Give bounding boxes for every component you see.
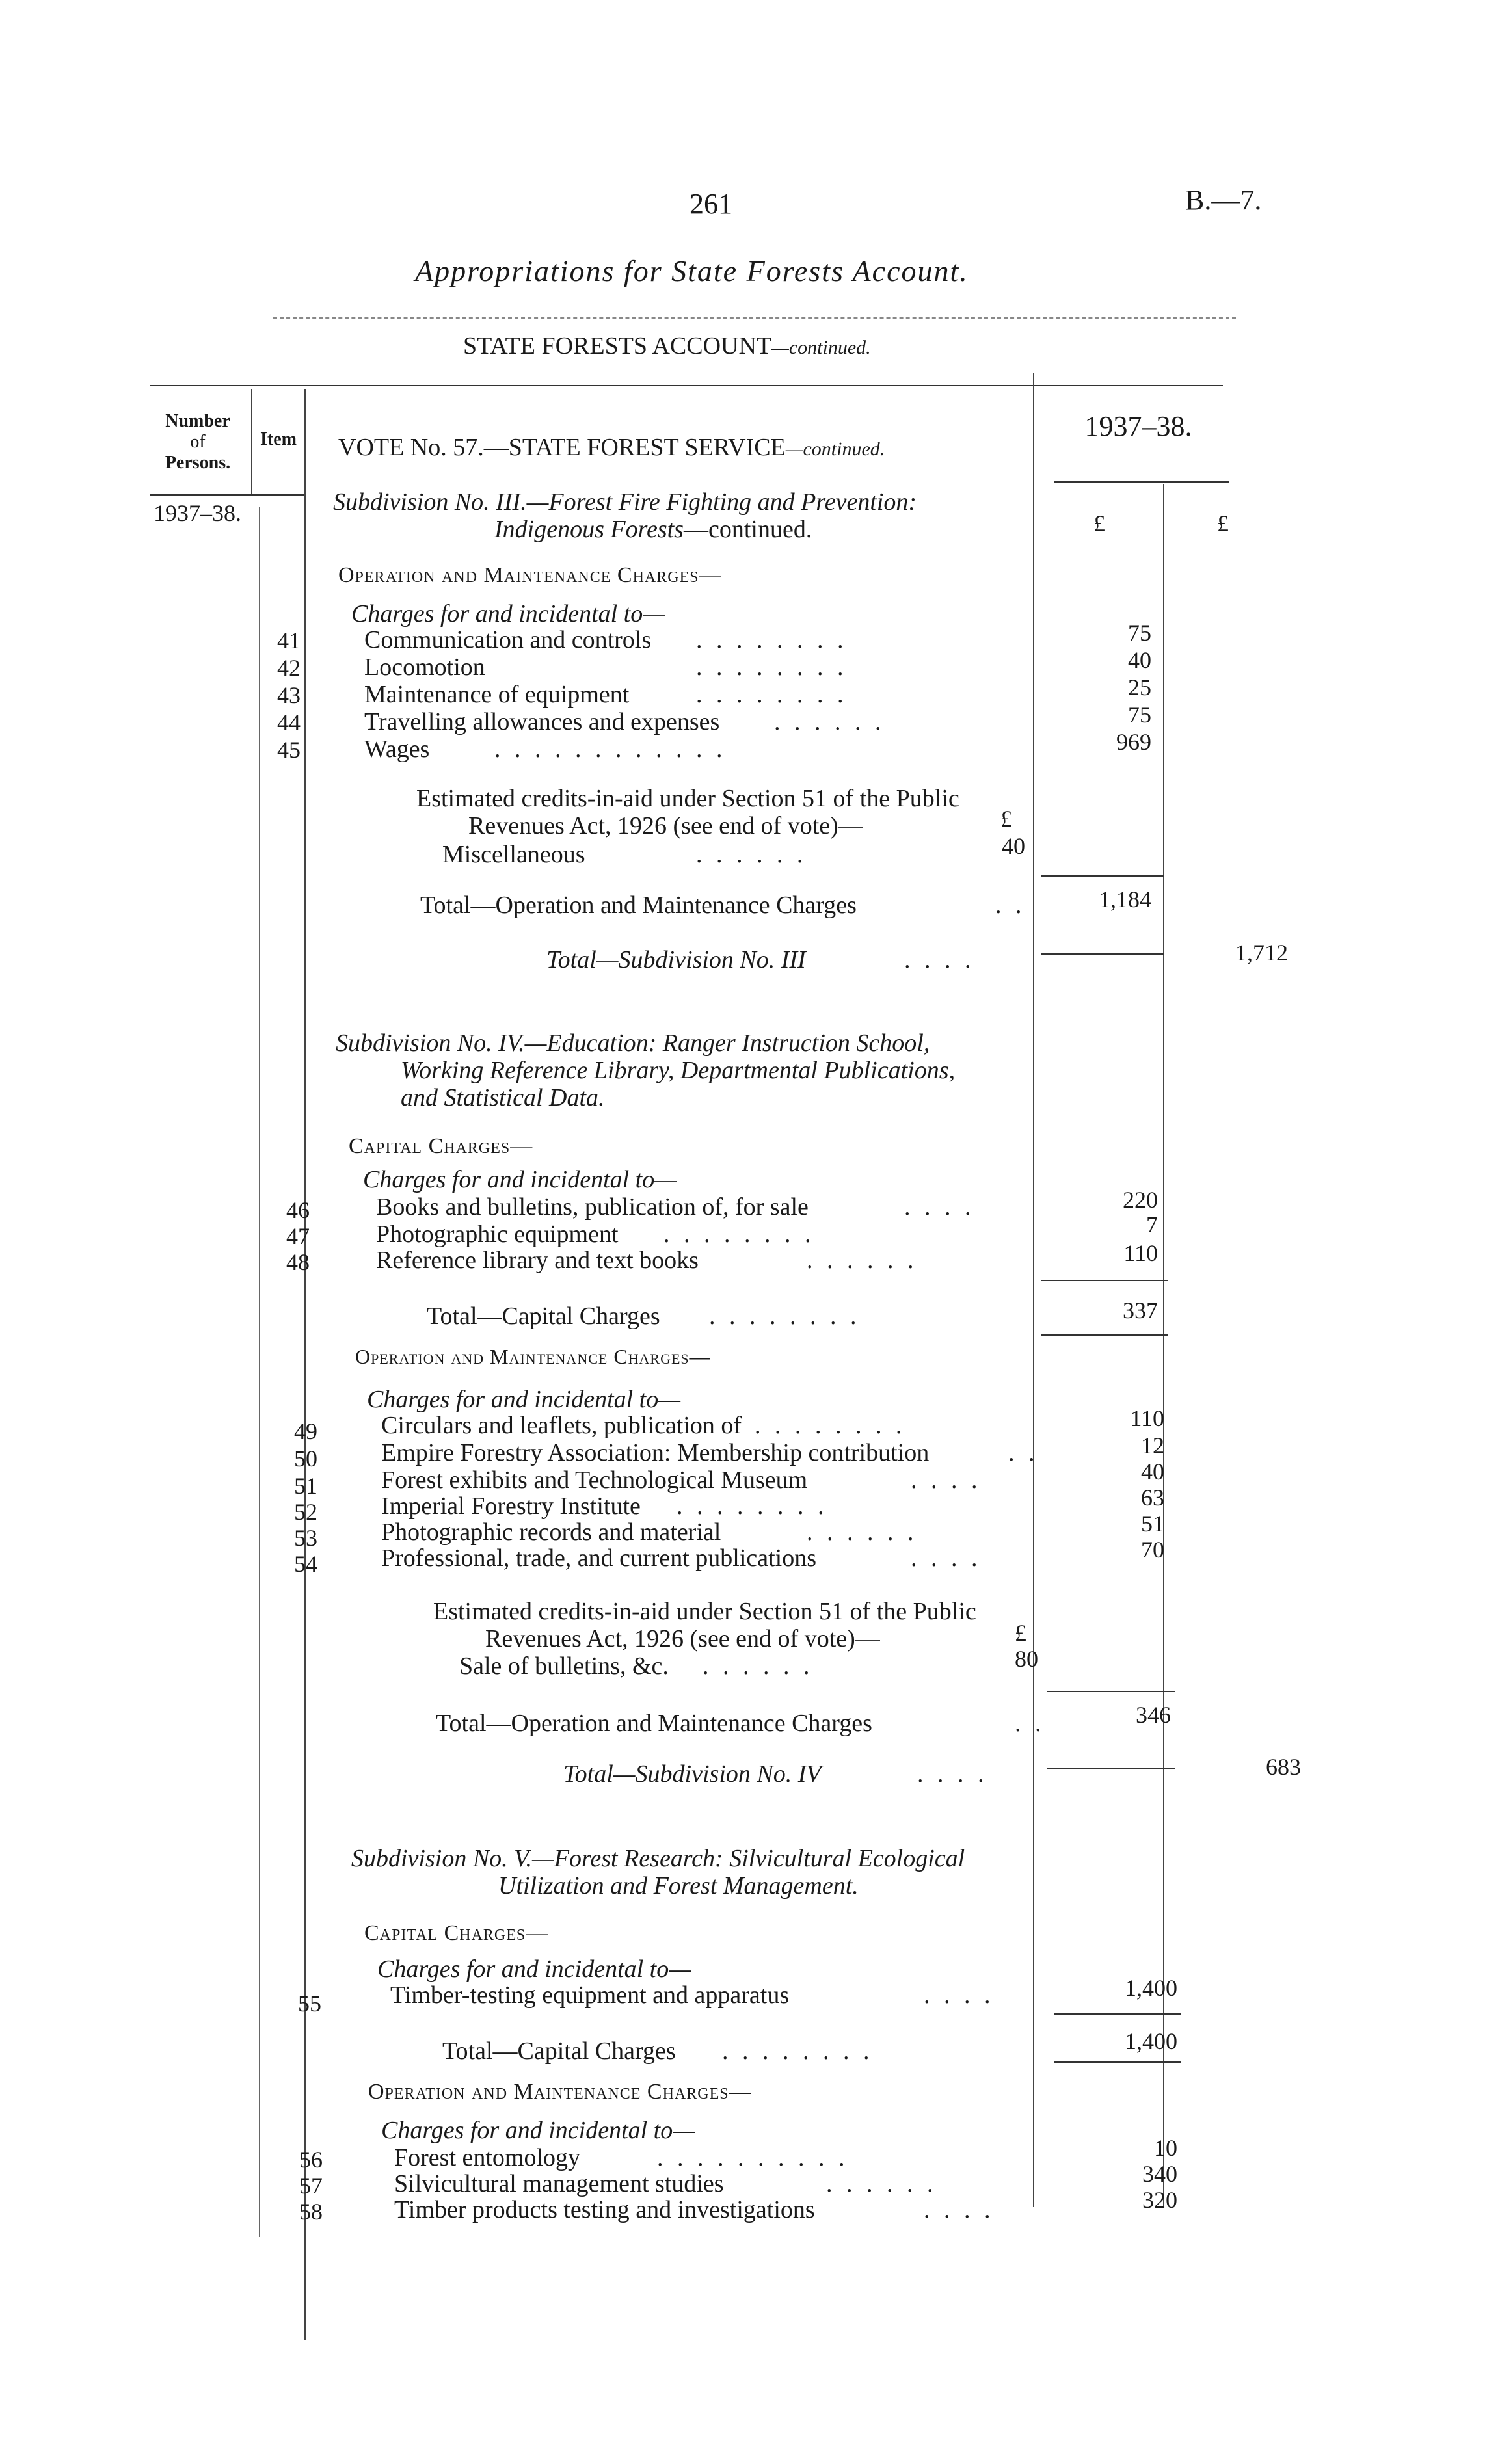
item-leaders: . . . . . . . . — [755, 1412, 906, 1439]
sub4-total-sub: 683 — [1266, 1754, 1301, 1780]
sub4-total-cap-leaders: . . . . . . . . — [709, 1303, 861, 1330]
item-leaders: . . . . . . . . — [677, 1492, 828, 1520]
item-leaders: . . . . . . — [826, 2170, 937, 2197]
sub3-heading-2b: —continued. — [683, 516, 812, 543]
sub4-om-section: Operation and Maintenance Charges— — [355, 1345, 711, 1368]
sub4-credits-2: Revenues Act, 1926 (see end of vote)— — [485, 1625, 880, 1652]
sub4-credits-1: Estimated credits-in-aid under Section 51 of the Public — [433, 1598, 976, 1625]
vote-heading — [338, 433, 885, 462]
item-description: Circulars and leaflets, publication of — [381, 1412, 742, 1439]
sub4-credits-leaders: . . . . . . — [703, 1652, 814, 1680]
sub3-credits-pound: £ — [1000, 806, 1012, 832]
item-leaders: . . — [1008, 1439, 1039, 1466]
item-amount: 340 — [1142, 2161, 1177, 2187]
sub3-subtotal-rule — [1041, 953, 1164, 955]
item-number: 44 — [277, 709, 301, 735]
sub3-credits-item: Miscellaneous — [442, 841, 585, 868]
item-leaders: . . . . . . . . — [663, 1221, 815, 1248]
sub3-om-section: Operation and Maintenance Charges— — [338, 563, 722, 587]
item-amount: 70 — [1141, 1537, 1164, 1563]
item-leaders: . . . . — [911, 1544, 982, 1572]
title-rule — [273, 317, 1236, 319]
item-amount: 75 — [1128, 620, 1151, 646]
sub5-total-cap: 1,400 — [1125, 2028, 1177, 2054]
item-amount: 7 — [1146, 1212, 1158, 1238]
sub5-capital-section: Capital Charges— — [364, 1921, 549, 1945]
item-amount: 10 — [1154, 2135, 1177, 2161]
item-description: Forest exhibits and Technological Museum — [381, 1466, 808, 1494]
sub3-credits-amount: 40 — [1002, 833, 1025, 859]
sub4-om-charges-for: Charges for and incidental to— — [367, 1386, 681, 1413]
col-rule-amount — [1163, 484, 1164, 2207]
sub4-om-total-rule — [1047, 1691, 1175, 1692]
col-rule-desc — [1033, 373, 1034, 2207]
sub3-total-sub: 1,712 — [1235, 940, 1288, 966]
sub5-total-cap-label: Total—Capital Charges — [442, 2037, 676, 2065]
item-number: 52 — [294, 1499, 317, 1525]
item-amount: 110 — [1123, 1240, 1158, 1266]
item-amount: 63 — [1141, 1485, 1164, 1511]
item-leaders: . . . . — [924, 2196, 995, 2223]
item-amount: 320 — [1142, 2187, 1177, 2213]
sub4-heading-3: and Statistical Data. — [401, 1084, 605, 1111]
item-number: 56 — [299, 2147, 323, 2173]
document-code: B.—7. — [1185, 184, 1262, 216]
item-number: 47 — [286, 1223, 310, 1249]
item-description: Photographic equipment — [376, 1221, 619, 1248]
sub5-heading-1: Subdivision No. V.—Forest Research: Silvicultural Ecological — [351, 1845, 965, 1872]
sub4-total-om-leaders: . . — [1015, 1710, 1045, 1737]
item-description: Photographic records and material — [381, 1518, 721, 1546]
sub3-credits-leaders: . . . . . . — [696, 841, 807, 868]
item-number: 58 — [299, 2199, 323, 2225]
persons-header-rule — [150, 494, 306, 496]
sub5-capital-close-rule — [1054, 2061, 1181, 2063]
item-number: 51 — [294, 1473, 317, 1499]
item-number: 48 — [286, 1249, 310, 1275]
item-leaders: . . . . . . — [807, 1518, 918, 1546]
item-number: 46 — [286, 1197, 310, 1223]
page-number: 261 — [690, 188, 732, 220]
item-description: Wages — [364, 735, 430, 763]
item-number: 49 — [294, 1418, 317, 1444]
sub3-heading-2a: Indigenous Forests — [494, 516, 684, 543]
sub3-total-sub-label: Total—Subdivision No. III — [546, 946, 806, 974]
vote-heading-text: VOTE No. 57.—STATE FOREST SERVICE — [338, 434, 786, 461]
vote-heading-continued: —continued. — [785, 438, 885, 460]
col-rule-persons — [251, 389, 252, 494]
sub4-heading-2: Working Reference Library, Departmental Publications, — [401, 1057, 956, 1084]
item-number: 42 — [277, 655, 301, 681]
header-top-rule — [150, 385, 1223, 386]
item-number: 53 — [294, 1525, 317, 1551]
item-amount: 220 — [1123, 1187, 1158, 1213]
item-leaders: . . . . . . — [774, 708, 885, 735]
item-amount: 969 — [1116, 729, 1151, 755]
item-leaders: . . . . . . . . . . — [657, 2144, 849, 2171]
persons-header-3: Persons. — [165, 453, 231, 473]
persons-year: 1937–38. — [154, 500, 241, 526]
item-number: 45 — [277, 737, 301, 763]
sub4-capital-section: Capital Charges— — [349, 1134, 533, 1158]
sub3-total-om-leaders: . . — [995, 892, 1026, 919]
account-heading-continued: —continued. — [771, 337, 871, 358]
sub3-total-om-label: Total—Operation and Maintenance Charges — [420, 892, 857, 919]
item-amount: 25 — [1128, 674, 1151, 700]
sub4-total-cap: 337 — [1123, 1297, 1158, 1323]
item-amount: 110 — [1130, 1405, 1164, 1431]
year-header-rule — [1054, 481, 1229, 483]
sub5-total-cap-leaders: . . . . . . . . — [722, 2037, 874, 2065]
sub3-heading-2 — [494, 515, 812, 544]
item-number: 43 — [277, 682, 301, 708]
item-amount: 1,400 — [1125, 1975, 1177, 2001]
persons-header-1: Number — [165, 411, 230, 431]
pound-column-2: £ — [1217, 510, 1229, 537]
sub4-subtotal-rule — [1047, 1768, 1175, 1769]
item-description: Books and bulletins, publication of, for sale — [376, 1193, 809, 1221]
item-number: 41 — [277, 628, 301, 654]
item-description: Silvicultural management studies — [394, 2170, 724, 2197]
sub3-heading-1: Subdivision No. III.—Forest Fire Fighting and Prevention: — [333, 488, 917, 516]
item-header: Item — [260, 429, 297, 449]
account-heading-text: STATE FORESTS ACCOUNT — [463, 332, 772, 360]
sub4-capital-total-rule — [1041, 1280, 1168, 1281]
sub4-total-sub-leaders: . . . . — [917, 1760, 988, 1788]
sub4-credits-amount: 80 — [1015, 1646, 1038, 1672]
item-leaders: . . . . — [911, 1466, 982, 1494]
sub4-credits-item: Sale of bulletins, &c. — [459, 1652, 669, 1680]
item-amount: 40 — [1128, 647, 1151, 673]
sub4-credits-pound: £ — [1015, 1620, 1026, 1646]
sub4-total-om: 346 — [1136, 1702, 1171, 1728]
item-leaders: . . . . . . — [807, 1247, 918, 1274]
item-number: 54 — [294, 1551, 317, 1577]
item-amount: 51 — [1141, 1511, 1164, 1537]
sub4-total-cap-label: Total—Capital Charges — [427, 1303, 660, 1330]
item-leaders: . . . . — [904, 1193, 975, 1221]
item-description: Communication and controls — [364, 626, 652, 654]
item-number: 55 — [298, 1991, 321, 2017]
item-amount: 75 — [1128, 702, 1151, 728]
year-column-header: 1937–38. — [1084, 410, 1192, 442]
account-heading — [463, 332, 871, 360]
item-leaders: . . . . . . . . — [696, 681, 848, 708]
item-description: Locomotion — [364, 654, 485, 681]
sub4-total-sub-label: Total—Subdivision No. IV — [563, 1760, 822, 1788]
item-leaders: . . . . . . . . — [696, 654, 848, 681]
sub5-capital-total-rule — [1054, 2013, 1181, 2015]
sub4-capital-close-rule — [1041, 1334, 1168, 1336]
sub3-credits-1: Estimated credits-in-aid under Section 51 of the Public — [416, 785, 959, 812]
item-description: Maintenance of equipment — [364, 681, 630, 708]
item-description: Timber products testing and investigations — [394, 2196, 815, 2223]
sub5-heading-2: Utilization and Forest Management. — [498, 1872, 859, 1900]
col-rule-item — [304, 389, 306, 2340]
item-description: Timber-testing equipment and apparatus — [390, 1981, 790, 2009]
item-number: 50 — [294, 1446, 317, 1472]
item-description: Reference library and text books — [376, 1247, 699, 1274]
sub4-heading-1: Subdivision No. IV.—Education: Ranger Instruction School, — [336, 1029, 930, 1057]
item-description: Imperial Forestry Institute — [381, 1492, 641, 1520]
sub5-om-charges-for: Charges for and incidental to— — [381, 2117, 695, 2144]
pound-column-1: £ — [1093, 510, 1105, 537]
sub3-charges-for: Charges for and incidental to— — [351, 600, 665, 628]
page-title: Appropriations for State Forests Account. — [415, 254, 969, 287]
sub4-total-om-label: Total—Operation and Maintenance Charges — [436, 1710, 872, 1737]
sub5-om-section: Operation and Maintenance Charges— — [368, 2080, 752, 2104]
item-leaders: . . . . . . . . . . . . — [494, 735, 727, 763]
sub5-charges-for: Charges for and incidental to— — [377, 1955, 691, 1983]
item-leaders: . . . . — [924, 1981, 995, 2009]
item-amount: 12 — [1141, 1433, 1164, 1459]
item-description: Empire Forestry Association: Membership contribution — [381, 1439, 930, 1466]
item-description: Professional, trade, and current publications — [381, 1544, 817, 1572]
sub3-credits-2: Revenues Act, 1926 (see end of vote)— — [468, 812, 863, 840]
item-number: 57 — [299, 2173, 323, 2199]
sub4-charges-for: Charges for and incidental to— — [363, 1166, 677, 1193]
col-rule-persons-body — [259, 507, 260, 2237]
item-description: Travelling allowances and expenses — [364, 708, 720, 735]
item-amount: 40 — [1141, 1459, 1164, 1485]
item-description: Forest entomology — [394, 2144, 581, 2171]
sub3-total-om: 1,184 — [1099, 886, 1151, 912]
sub3-om-total-rule — [1041, 875, 1164, 877]
persons-header-2: of — [190, 432, 206, 452]
sub3-total-sub-leaders: . . . . — [904, 946, 975, 974]
item-leaders: . . . . . . . . — [696, 626, 848, 654]
